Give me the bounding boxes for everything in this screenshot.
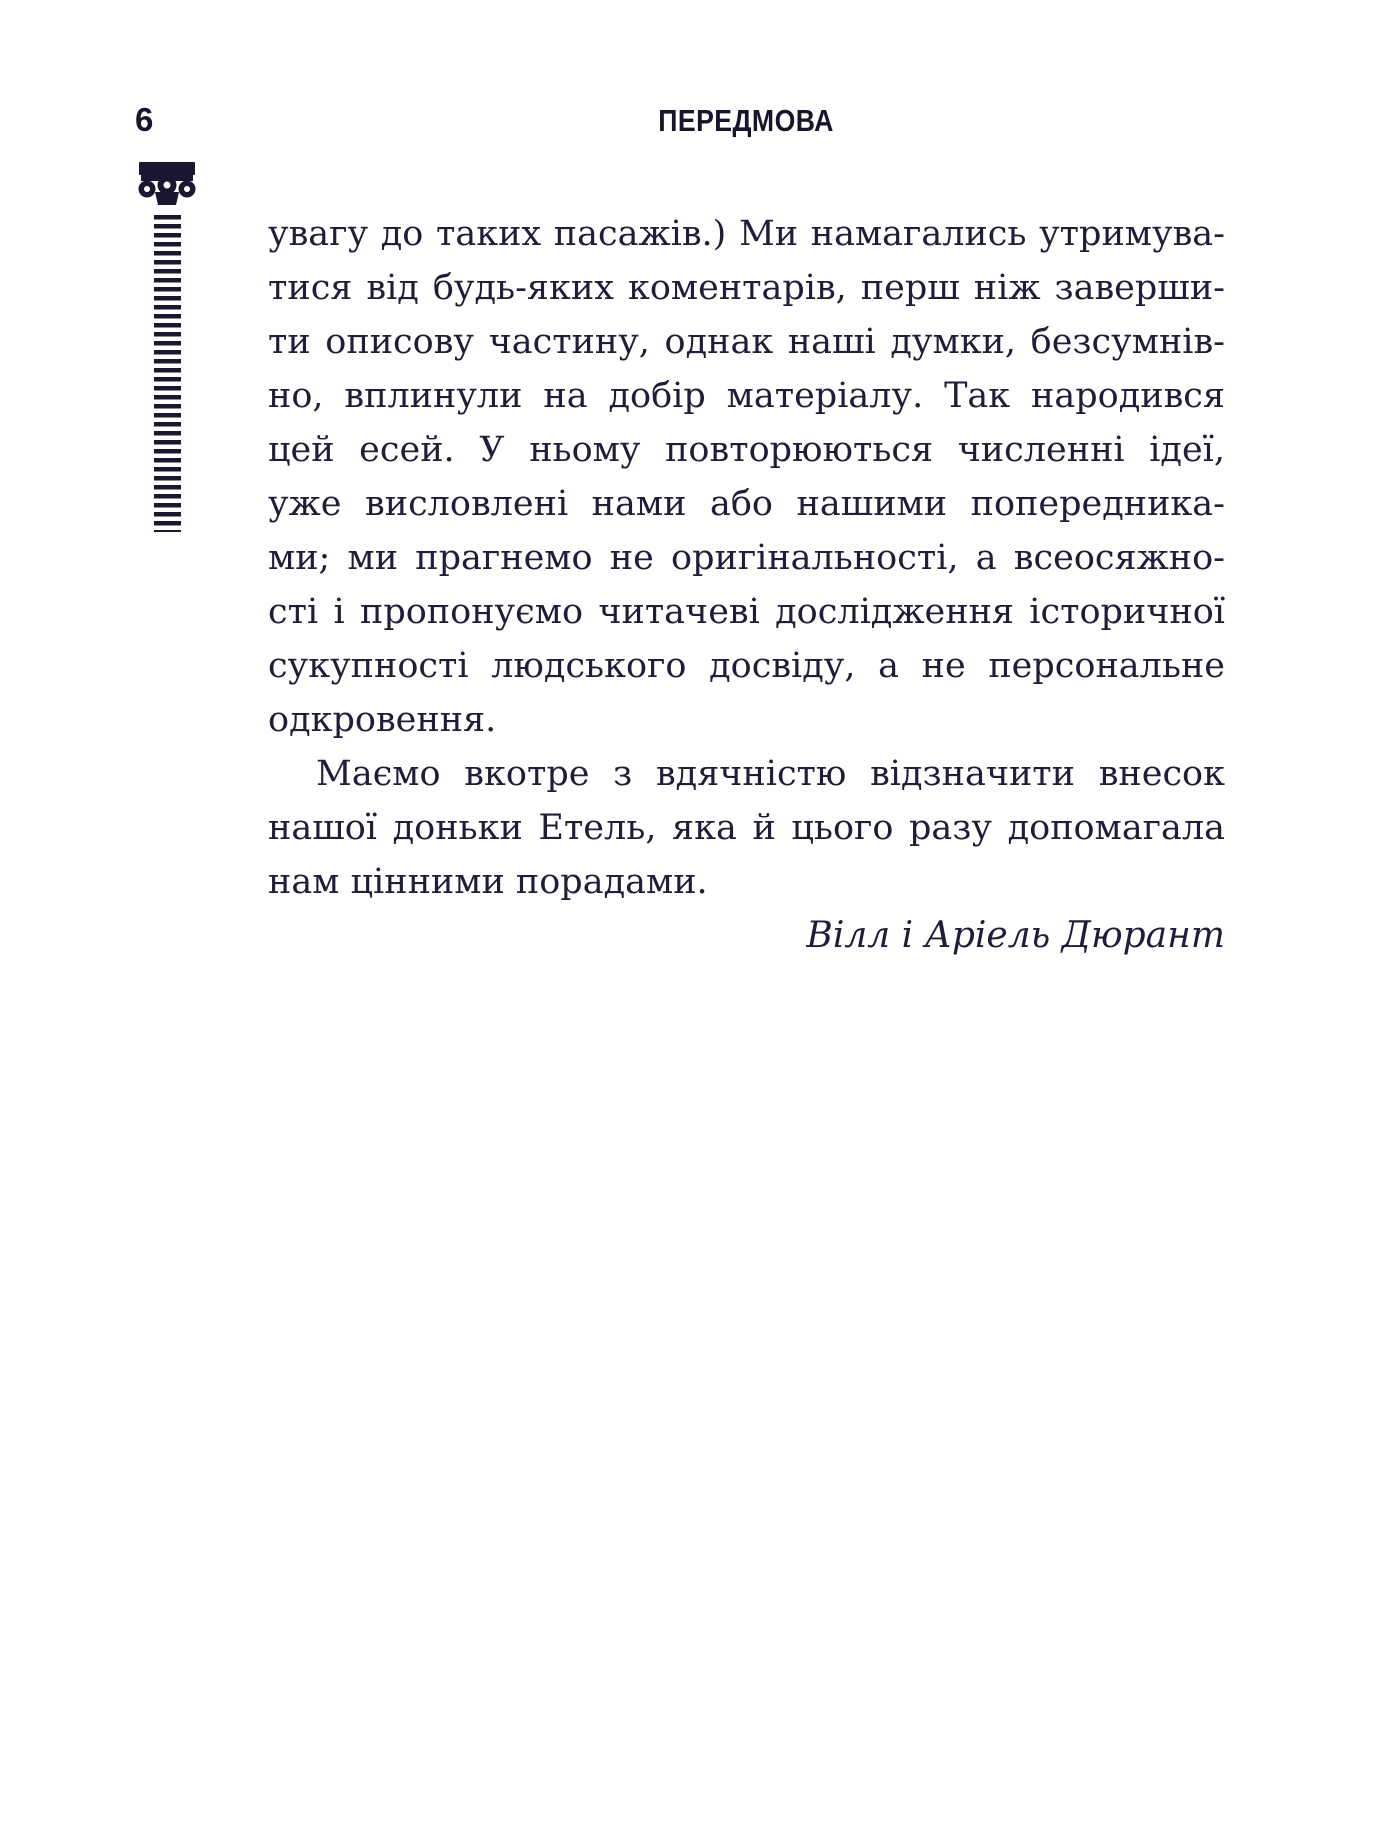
- running-header: [268, 105, 1225, 136]
- text-line: уже висловлені нами або нашими попередника-: [268, 484, 1225, 524]
- text-line: сукупності людського досвіду, а не персональне: [268, 646, 1225, 686]
- text-line: нашої доньки Етель, яка й цього разу допомагала: [268, 808, 1225, 848]
- text-line: ти описову частину, однак наші думки, безсумнів-: [268, 322, 1225, 362]
- page-number: 6: [135, 101, 154, 138]
- text-line: тися від будь-яких коментарів, перш ніж заверши-: [268, 268, 1225, 308]
- text-line: Маємо вкотре з вдячністю відзначити внесок: [316, 754, 1225, 794]
- paragraph-2: [268, 747, 1225, 909]
- text-line: но, вплинули на добір матеріалу. Так народився: [268, 376, 1225, 416]
- running-header-label: ПЕРЕДМОВА: [658, 103, 835, 138]
- author-signature: Вілл і Аріель Дюрант: [806, 915, 1225, 956]
- text-line: сті і пропонуємо читачеві дослідження історичної: [268, 592, 1225, 632]
- text-line: увагу до таких пасажів.) Ми намагались утримува-: [268, 214, 1225, 254]
- text-line: ми; ми прагнемо не оригінальності, а всеосяжно-: [268, 538, 1225, 578]
- column-capital-icon: [138, 162, 196, 214]
- text-line: нам цінними порадами.: [268, 862, 708, 902]
- body-text: [268, 207, 1225, 963]
- text-line: цей есей. У ньому повторюються численні ідеї,: [268, 430, 1225, 470]
- column-shaft-fluting: [154, 215, 181, 532]
- text-line: одкровення.: [268, 700, 497, 740]
- paragraph-1: [268, 207, 1225, 747]
- column-ornament: [138, 162, 198, 534]
